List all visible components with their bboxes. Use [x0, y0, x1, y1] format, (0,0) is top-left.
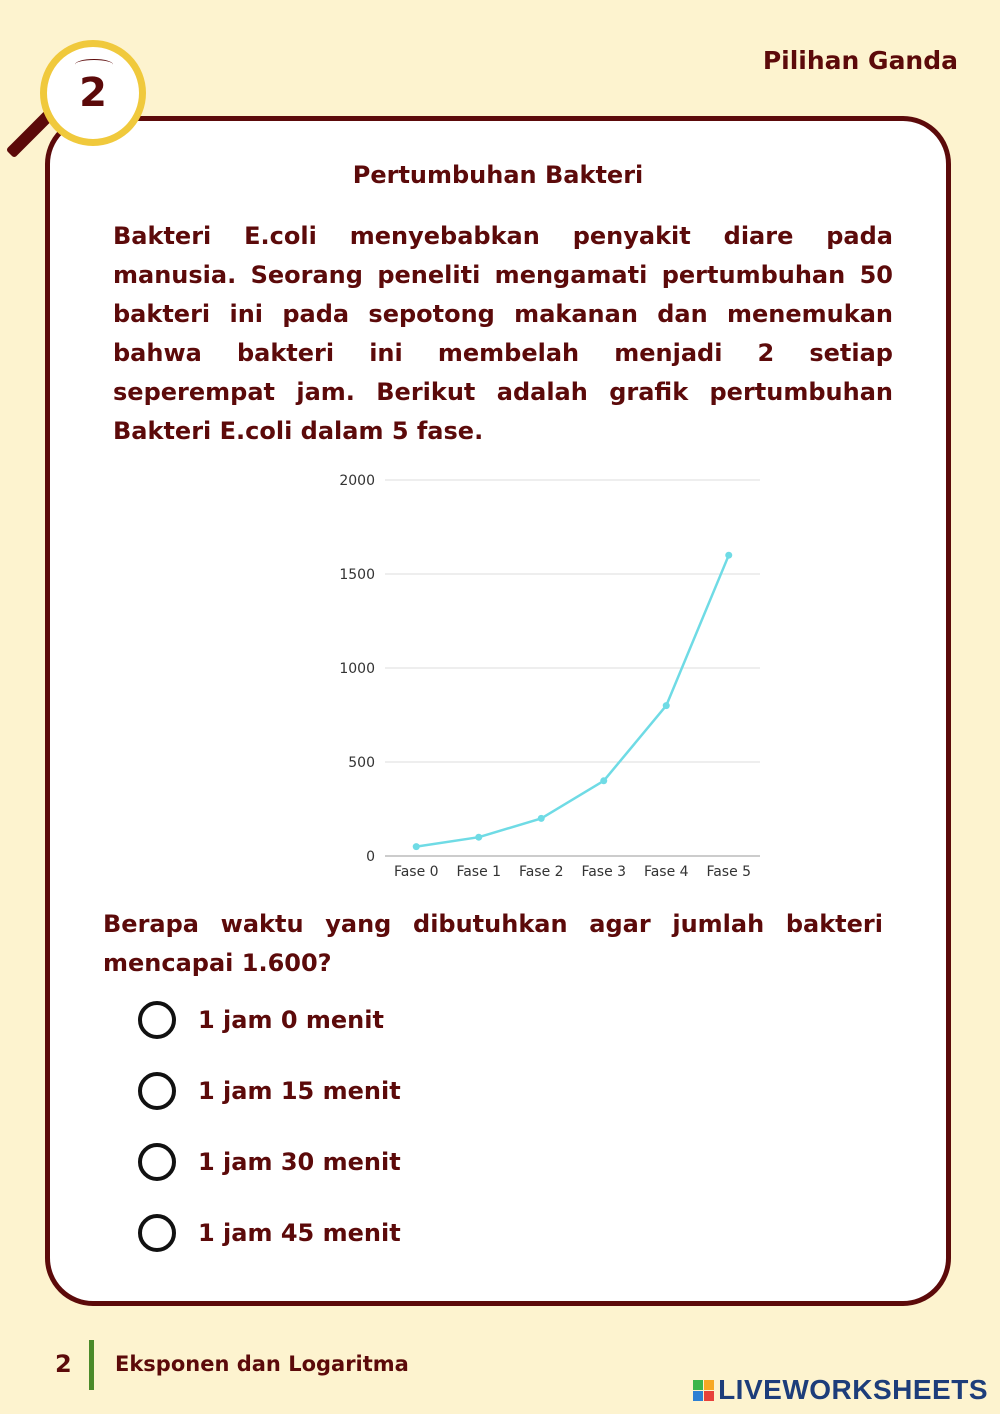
radio-option-a[interactable]	[138, 1001, 176, 1039]
question-number-badge	[40, 40, 146, 146]
footer-divider	[89, 1340, 94, 1390]
x-tick-label-4: Fase 4	[643, 864, 689, 880]
option-c-label: 1 jam 30 menit	[198, 1148, 401, 1176]
data-point-4	[663, 702, 670, 709]
card-title: Pertumbuhan Bakteri	[352, 161, 644, 189]
series-line	[416, 555, 729, 846]
liveworksheets-logo-icon	[693, 1380, 714, 1401]
badge-highlight	[75, 59, 113, 70]
question-type-label: Pilihan Ganda	[762, 46, 958, 75]
x-tick-label-1: Fase 1	[456, 864, 502, 880]
footer-page-number: 2	[55, 1350, 72, 1378]
intro-text: Bakteri E.coli menyebabkan penyakit diare pada manusia. Seorang peneliti mengamati pertumbuhan 50 bakteri ini pada sepotong makanan dan menemukan bahwa bakteri ini membelah menjadi 2 setiap seperempat jam. Berikut adalah grafik pertumbuhan Bakteri E.coli dalam 5 fase.	[113, 222, 893, 445]
radio-option-c[interactable]	[138, 1143, 176, 1181]
y-tick-label-1000: 1000	[339, 661, 375, 677]
y-tick-label-500: 500	[348, 755, 375, 771]
liveworksheets-watermark	[693, 1374, 988, 1406]
option-a-label: 1 jam 0 menit	[198, 1006, 384, 1034]
watermark-text: LIVEWORKSHEETS	[718, 1374, 988, 1405]
y-tick-label-0: 0	[366, 849, 375, 865]
answer-options	[138, 997, 401, 1281]
data-point-1	[475, 834, 482, 841]
radio-option-d[interactable]	[138, 1214, 176, 1252]
x-tick-label-3: Fase 3	[581, 864, 627, 880]
radio-option-b[interactable]	[138, 1072, 176, 1110]
question-text: Berapa waktu yang dibutuhkan agar jumlah bakteri mencapai 1.600?	[103, 910, 883, 977]
question-card	[45, 116, 951, 1306]
data-point-5	[725, 552, 732, 559]
x-tick-label-5: Fase 5	[706, 864, 752, 880]
data-point-2	[538, 815, 545, 822]
footer-subject: Eksponen dan Logaritma	[115, 1352, 409, 1376]
data-point-0	[413, 843, 420, 850]
option-b[interactable]	[138, 1068, 401, 1114]
x-tick-label-2: Fase 2	[518, 864, 564, 880]
question-number: 2	[79, 70, 107, 116]
y-tick-label-1500: 1500	[339, 567, 375, 583]
growth-line-chart	[280, 466, 770, 886]
option-c[interactable]	[138, 1139, 401, 1185]
y-tick-label-2000: 2000	[339, 473, 375, 489]
data-point-3	[600, 777, 607, 784]
x-tick-label-0: Fase 0	[393, 864, 439, 880]
option-d-label: 1 jam 45 menit	[198, 1219, 401, 1247]
option-a[interactable]	[138, 997, 401, 1043]
option-b-label: 1 jam 15 menit	[198, 1077, 401, 1105]
option-d[interactable]	[138, 1210, 401, 1256]
